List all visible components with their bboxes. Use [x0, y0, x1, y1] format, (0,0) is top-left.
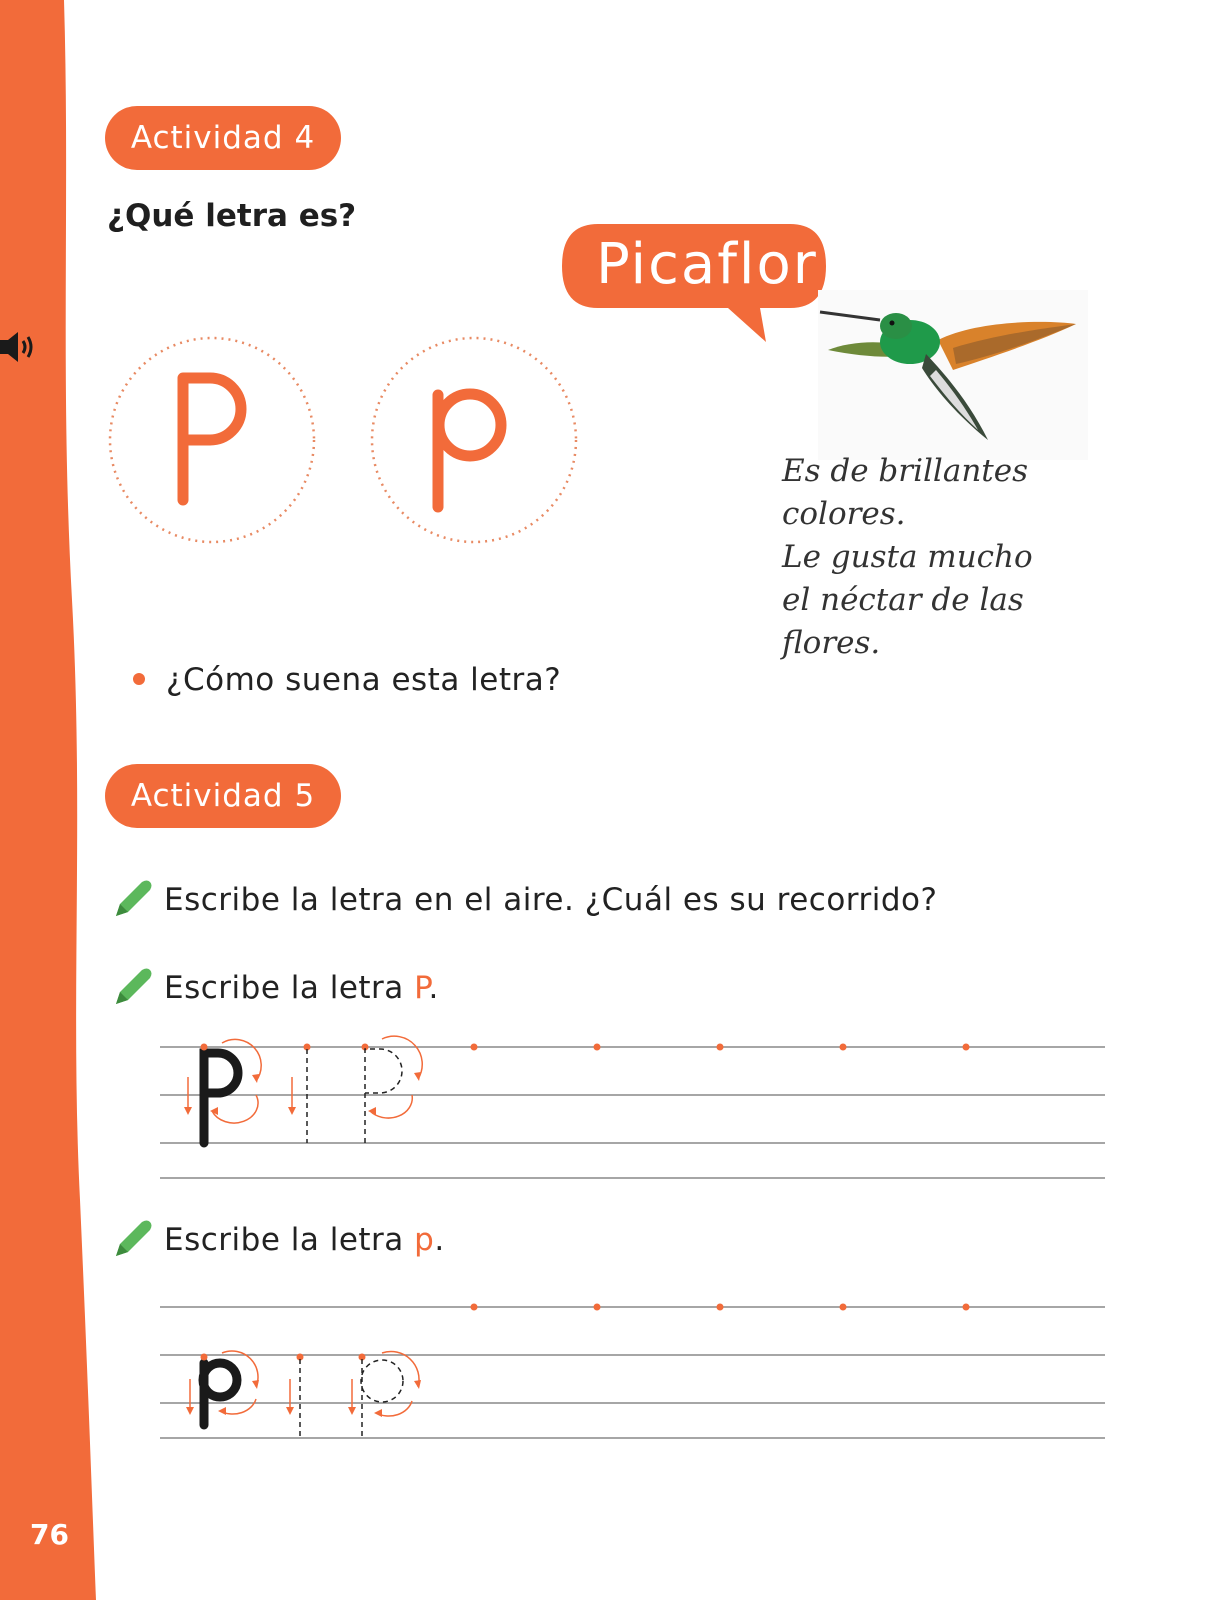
- letter-uppercase-p: [165, 370, 255, 510]
- period: .: [428, 970, 439, 1006]
- instruction-write-upper: [164, 970, 439, 1006]
- description-line-4: el néctar de las: [782, 582, 1024, 618]
- highlight-letter: P: [414, 970, 429, 1006]
- bubble-word: Picaflor: [596, 232, 818, 297]
- instruction-air: Escribe la letra en el aire. ¿Cuál es su recorrido?: [164, 882, 938, 918]
- sound-question: ¿Cómo suena esta letra?: [166, 662, 562, 698]
- description-line-3: Le gusta mucho: [782, 539, 1033, 575]
- activity-4-badge: Actividad 4: [105, 106, 341, 170]
- activity-5-badge: Actividad 5: [105, 764, 341, 828]
- description-line-1: Es de brillantes: [782, 453, 1029, 489]
- instruction-text: Escribe la letra: [164, 1222, 415, 1258]
- description-line-2: colores.: [782, 496, 906, 532]
- bird-description: [782, 450, 1082, 665]
- description-line-5: flores.: [782, 625, 881, 661]
- bullet-dot: [133, 673, 145, 685]
- pencil-icon: [112, 1218, 154, 1260]
- pencil-icon: [112, 878, 154, 920]
- activity-4-question: ¿Qué letra es?: [107, 198, 357, 234]
- hummingbird-illustration: [818, 290, 1088, 460]
- letter-lowercase-p: [428, 385, 518, 515]
- instruction-text: Escribe la letra: [164, 970, 415, 1006]
- speaker-icon[interactable]: [0, 330, 40, 364]
- tracing-area-uppercase[interactable]: [160, 1035, 1110, 1190]
- instruction-write-lower: [164, 1222, 445, 1258]
- period: .: [434, 1222, 445, 1258]
- highlight-letter: p: [414, 1222, 435, 1258]
- page-number: 76: [30, 1518, 69, 1551]
- tracing-area-lowercase[interactable]: [160, 1295, 1110, 1445]
- pencil-icon: [112, 966, 154, 1008]
- side-band: [0, 0, 110, 1600]
